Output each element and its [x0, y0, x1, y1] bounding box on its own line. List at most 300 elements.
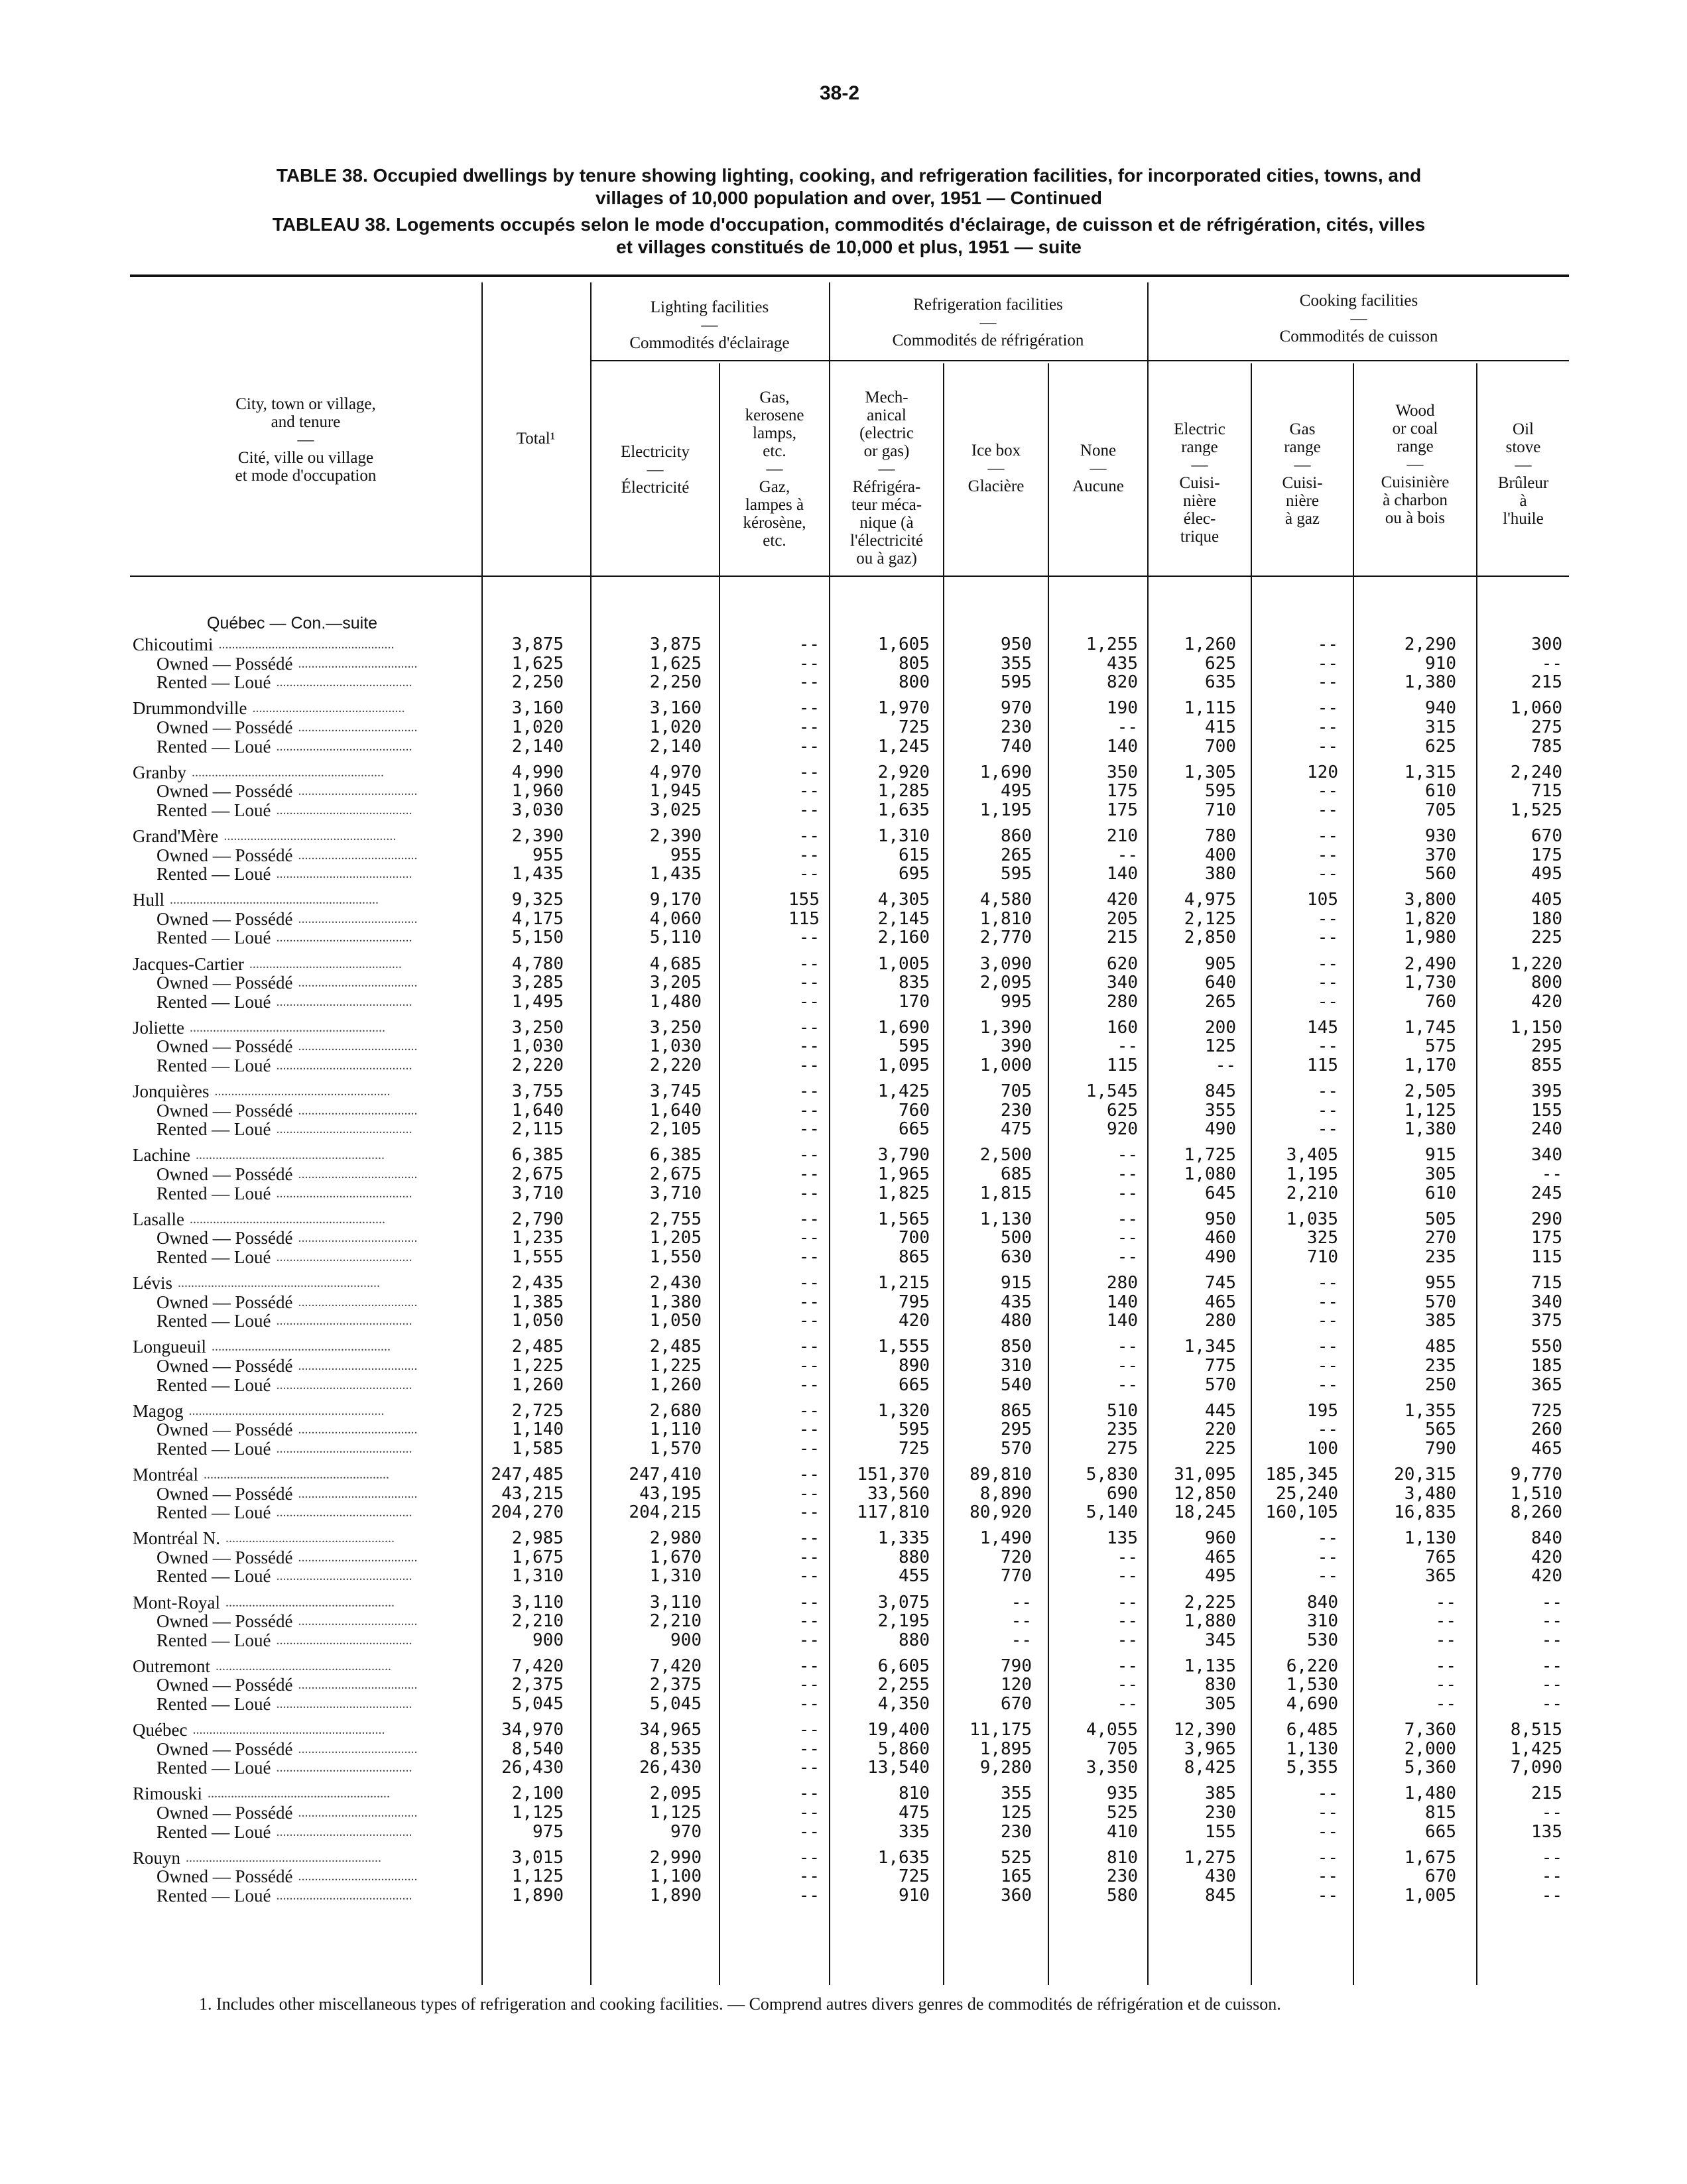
tenure-label: Owned — Possédé [156, 1164, 293, 1184]
leader-dots: ........................................................... [189, 1020, 385, 1035]
table-cell: 1,380 [649, 1292, 702, 1312]
table-cell: 1,945 [649, 781, 702, 802]
leader-dots: ......................................... [276, 1697, 412, 1711]
table-cell: 1,895 [979, 1738, 1032, 1759]
table-cell: 105 [1307, 890, 1338, 910]
table-cell: 1,355 [1404, 1400, 1456, 1421]
table-cell: -- [798, 1694, 820, 1714]
table-cell: 4,780 [511, 953, 564, 974]
tenure-label: Rented — Loué [156, 1630, 271, 1650]
table-cell: 1,275 [1184, 1847, 1236, 1868]
table-cell: 2,105 [649, 1119, 702, 1140]
table-cell: -- [798, 1675, 820, 1695]
table-cell: 3,965 [1184, 1738, 1236, 1759]
tenure-label: Owned — Possédé [156, 1611, 293, 1632]
table-cell: 2,140 [511, 736, 564, 757]
table-cell: 5,355 [1286, 1758, 1338, 1778]
table-cell: 930 [1425, 825, 1456, 846]
table-row [0, 1758, 1687, 1777]
table-cell: 210 [1107, 825, 1138, 846]
city-label: Québec [133, 1720, 188, 1740]
table-cell: -- [798, 1784, 820, 1804]
table-cell: 3,710 [511, 1183, 564, 1203]
table-cell: 525 [1001, 1847, 1032, 1868]
table-cell: 230 [1107, 1866, 1138, 1887]
table-cell: -- [1117, 1228, 1138, 1248]
table-cell: 18,245 [1174, 1502, 1236, 1523]
tenure-label: Rented — Loué [156, 736, 271, 757]
table-cell: 230 [1001, 1821, 1032, 1842]
table-cell: 1,820 [1404, 908, 1456, 929]
table-cell: -- [1317, 953, 1338, 974]
table-cell: 5,045 [649, 1694, 702, 1714]
table-cell: 1,130 [1404, 1528, 1456, 1549]
table-cell: 325 [1307, 1228, 1338, 1248]
tenure-label: Owned — Possédé [156, 1803, 293, 1823]
leader-dots: .............................................. [249, 956, 402, 971]
tenure-label: Rented — Loué [156, 1311, 271, 1331]
table-cell: 2,095 [649, 1784, 702, 1804]
table-cell: 500 [1001, 1228, 1032, 1248]
table-cell: 1,115 [1184, 698, 1236, 719]
table-row [0, 1210, 1687, 1229]
table-cell: 1,745 [1404, 1017, 1456, 1038]
table-cell: -- [1317, 672, 1338, 693]
table-cell: 2,210 [649, 1611, 702, 1632]
table-cell: 1,285 [877, 781, 930, 802]
table-cell: 5,830 [1086, 1464, 1138, 1485]
header-line: Réfrigéra- [852, 478, 921, 496]
table-cell: -- [798, 1228, 820, 1248]
header-line: lamps, [753, 424, 796, 442]
table-cell: 1,585 [511, 1438, 564, 1459]
table-cell: -- [798, 1100, 820, 1121]
table-cell: 1,390 [979, 1017, 1032, 1038]
table-cell: 510 [1107, 1400, 1138, 1421]
table-cell: 2,430 [649, 1273, 702, 1293]
table-cell: 420 [899, 1311, 930, 1331]
table-cell: 630 [1001, 1246, 1032, 1267]
table-cell: -- [1317, 1821, 1338, 1842]
table-row [0, 955, 1687, 973]
table-cell: 4,350 [877, 1694, 930, 1714]
leader-dots: .................................... [298, 1549, 418, 1565]
table-cell: 2,985 [511, 1528, 564, 1549]
refrigeration-group-header [830, 296, 1146, 349]
page-number: 38-2 [820, 82, 860, 104]
leader-dots: .................................... [298, 1486, 418, 1501]
table-cell: -- [1117, 1566, 1138, 1587]
header-line: None [1080, 442, 1117, 459]
table-cell: -- [1317, 1784, 1338, 1804]
table-cell: 720 [1001, 1547, 1032, 1567]
table-cell: -- [798, 1502, 820, 1523]
table-cell: 5,860 [877, 1738, 930, 1759]
table-cell: 2,220 [511, 1056, 564, 1075]
table-cell: 295 [1001, 1420, 1032, 1440]
tenure-label: Owned — Possédé [156, 1547, 293, 1567]
table-cell: 880 [899, 1630, 930, 1650]
table-cell: 265 [1001, 845, 1032, 865]
table-cell: 1,260 [1184, 635, 1236, 654]
table-cell: 204,215 [629, 1502, 702, 1523]
table-cell: 830 [1205, 1675, 1236, 1695]
table-cell: 6,385 [511, 1145, 564, 1166]
stub-header [137, 395, 475, 485]
table-row [0, 654, 1687, 673]
table-cell: 120 [1307, 762, 1338, 782]
table-cell: 835 [899, 973, 930, 993]
table-cell: -- [1215, 1056, 1236, 1075]
table-row [0, 1376, 1687, 1394]
table-cell: 2,990 [649, 1847, 702, 1868]
table-cell: 1,215 [877, 1273, 930, 1293]
header-line: Electric [1174, 420, 1225, 438]
table-cell: 2,980 [649, 1528, 702, 1549]
table-cell: 115 [1531, 1246, 1562, 1267]
table-cell: 950 [1001, 635, 1032, 654]
none-header [1049, 442, 1147, 495]
electricity-header [592, 443, 719, 497]
header-line: — [1515, 456, 1532, 474]
table-cell: 615 [899, 845, 930, 865]
leader-dots: ......................................... [276, 739, 412, 754]
table-cell: 1,130 [1286, 1738, 1338, 1759]
table-cell: 295 [1531, 1036, 1562, 1057]
tenure-label: Rented — Loué [156, 1758, 271, 1778]
table-cell: 715 [1531, 1273, 1562, 1293]
table-cell: 625 [1205, 653, 1236, 674]
leader-dots: ................................................... [225, 1595, 395, 1610]
table-cell: -- [798, 1738, 820, 1759]
table-cell: 34,970 [501, 1720, 564, 1740]
header-line: — [766, 460, 783, 478]
table-cell: 1,490 [979, 1528, 1032, 1549]
header-line: Glacière [968, 477, 1025, 495]
header-line: and tenure [271, 413, 341, 431]
table-cell: 26,430 [639, 1758, 702, 1778]
table-cell: 2,850 [1184, 928, 1236, 948]
table-cell: 595 [899, 1420, 930, 1440]
table-cell: 2,250 [649, 672, 702, 693]
table-cell: 1,195 [1286, 1164, 1338, 1184]
header-line: — [647, 461, 664, 479]
table-cell: -- [1117, 1656, 1138, 1676]
city-label: Granby [133, 762, 186, 782]
table-cell: -- [798, 1592, 820, 1612]
table-cell: 1,000 [979, 1056, 1032, 1075]
table-cell: -- [798, 1566, 820, 1587]
table-cell: -- [1317, 736, 1338, 757]
table-cell: 620 [1107, 953, 1138, 974]
electric-range-header [1149, 420, 1251, 546]
table-cell: -- [798, 864, 820, 884]
table-cell: -- [1317, 845, 1338, 865]
ice-box-header [944, 442, 1048, 495]
table-cell: 165 [1001, 1866, 1032, 1887]
table-cell: 345 [1205, 1630, 1236, 1650]
table-cell: 230 [1001, 717, 1032, 737]
table-cell: -- [1317, 1547, 1338, 1567]
table-cell: -- [1317, 825, 1338, 846]
table-cell: 340 [1107, 973, 1138, 993]
table-row [0, 801, 1687, 819]
table-cell: 6,385 [649, 1145, 702, 1166]
tenure-label: Rented — Loué [156, 800, 271, 820]
table-cell: 3,160 [649, 698, 702, 719]
leader-dots: .................................... [298, 975, 418, 991]
table-cell: 8,535 [649, 1738, 702, 1759]
table-row [0, 928, 1687, 947]
table-cell: 390 [1001, 1036, 1032, 1057]
table-cell: -- [798, 1847, 820, 1868]
table-cell: -- [1317, 1311, 1338, 1331]
header-line: Refrigeration facilities [913, 296, 1063, 314]
table-cell: 1,675 [511, 1547, 564, 1567]
city-label: Montréal N. [133, 1528, 220, 1549]
table-cell: 3,875 [649, 635, 702, 654]
table-cell: 550 [1531, 1337, 1562, 1357]
table-cell: -- [798, 991, 820, 1012]
table-cell: 4,580 [979, 890, 1032, 910]
table-cell: 1,425 [1510, 1738, 1562, 1759]
table-cell: -- [798, 1483, 820, 1504]
table-cell: 725 [1531, 1400, 1562, 1421]
table-cell: 225 [1531, 928, 1562, 948]
table-cell: 2,115 [511, 1119, 564, 1140]
leader-dots: ......................................... [276, 1760, 412, 1776]
table-cell: 9,170 [649, 890, 702, 910]
table-cell: 670 [1531, 825, 1562, 846]
table-cell: -- [798, 1017, 820, 1038]
leader-dots: ........................................................ [203, 1467, 389, 1482]
header-line: — [701, 316, 718, 334]
gas-lamps-header [720, 389, 829, 550]
table-cell: 230 [1001, 1100, 1032, 1121]
table-row [0, 1402, 1687, 1420]
table-cell: 315 [1425, 717, 1456, 737]
table-cell: 185,345 [1265, 1464, 1338, 1485]
table-cell: 570 [1425, 1292, 1456, 1312]
table-cell: 625 [1107, 1100, 1138, 1121]
table-cell: 1,550 [649, 1246, 702, 1267]
table-cell: 420 [1531, 1566, 1562, 1587]
table-cell: 385 [1425, 1311, 1456, 1331]
table-cell: -- [798, 1528, 820, 1549]
table-cell: 705 [1107, 1738, 1138, 1759]
table-cell: 4,970 [649, 762, 702, 782]
table-cell: 2,225 [1184, 1592, 1236, 1612]
header-line: Oil [1513, 420, 1534, 438]
table-row [0, 1439, 1687, 1458]
tenure-label: Rented — Loué [156, 1438, 271, 1459]
table-cell: -- [1317, 864, 1338, 884]
table-row [0, 910, 1687, 928]
header-line: Commodités de réfrigération [892, 332, 1084, 349]
header-line: — [987, 459, 1005, 477]
table-cell: 1,125 [511, 1803, 564, 1823]
header-line: Commodités d'éclairage [629, 334, 790, 352]
table-cell: -- [798, 953, 820, 974]
table-cell: -- [1317, 1528, 1338, 1549]
table-cell: 705 [1425, 800, 1456, 820]
table-cell: 2,920 [877, 762, 930, 782]
table-cell: 2,755 [649, 1209, 702, 1229]
table-cell: -- [1435, 1694, 1456, 1714]
leader-dots: ..................................................... [215, 1658, 391, 1673]
table-cell: 635 [1205, 672, 1236, 693]
table-cell: 2,505 [1404, 1081, 1456, 1102]
table-cell: 1,305 [1184, 762, 1236, 782]
table-cell: 690 [1107, 1483, 1138, 1504]
table-cell: 7,420 [511, 1656, 564, 1676]
table-cell: 1,125 [511, 1866, 564, 1887]
tenure-label: Rented — Loué [156, 1502, 271, 1523]
header-line: — [1191, 456, 1208, 474]
table-row [0, 1056, 1687, 1075]
table-cell: -- [798, 1720, 820, 1740]
table-cell: 8,890 [979, 1483, 1032, 1504]
table-cell: 185 [1531, 1355, 1562, 1376]
city-label: Joliette [133, 1017, 184, 1038]
header-line: anical [867, 406, 906, 424]
leader-dots: .............................................. [252, 701, 405, 716]
table-cell: 350 [1107, 762, 1138, 782]
table-row [0, 1018, 1687, 1037]
table-cell: 915 [1425, 1145, 1456, 1166]
table-row [0, 699, 1687, 717]
table-row [0, 1293, 1687, 1311]
table-cell: -- [1117, 1036, 1138, 1057]
table-cell: 540 [1001, 1374, 1032, 1395]
table-cell: -- [798, 1611, 820, 1632]
table-cell: -- [798, 1438, 820, 1459]
table-cell: 475 [1001, 1119, 1032, 1140]
table-cell: 3,790 [877, 1145, 930, 1166]
table-cell: 3,480 [1404, 1483, 1456, 1504]
table-cell: 495 [1205, 1566, 1236, 1587]
table-cell: 570 [1205, 1374, 1236, 1395]
table-cell: 89,810 [969, 1464, 1032, 1485]
table-cell: 595 [1001, 672, 1032, 693]
table-cell: 2,220 [649, 1056, 702, 1075]
table-cell: 970 [1001, 698, 1032, 719]
table-cell: -- [798, 672, 820, 693]
table-cell: -- [1117, 1374, 1138, 1395]
table-cell: 7,360 [1404, 1720, 1456, 1740]
table-cell: 420 [1531, 991, 1562, 1012]
table-cell: 7,420 [649, 1656, 702, 1676]
table-cell: -- [1317, 1866, 1338, 1887]
table-cell: -- [1541, 1847, 1562, 1868]
leader-dots: ............................................................... [170, 892, 379, 908]
table-cell: 1,890 [511, 1885, 564, 1906]
table-cell: 2,675 [649, 1164, 702, 1184]
subheader-rule [590, 360, 1569, 361]
table-cell: 5,140 [1086, 1502, 1138, 1523]
table-cell: -- [1317, 1100, 1338, 1121]
table-row [0, 1503, 1687, 1522]
table-cell: 775 [1205, 1355, 1236, 1376]
table-cell: -- [1317, 800, 1338, 820]
table-row [0, 718, 1687, 737]
header-line: Mech- [865, 389, 908, 406]
table-cell: 247,410 [629, 1464, 702, 1485]
header-line: kerosene [745, 406, 804, 424]
table-cell: 25,240 [1276, 1483, 1338, 1504]
tenure-label: Owned — Possédé [156, 1866, 293, 1887]
table-row [0, 1631, 1687, 1650]
table-cell: -- [1317, 698, 1338, 719]
table-cell: -- [798, 1355, 820, 1376]
cooking-group-header [1149, 292, 1569, 345]
leader-dots: ......................................... [276, 802, 412, 818]
table-cell: 5,150 [511, 928, 564, 948]
table-cell: 12,390 [1174, 1720, 1236, 1740]
table-cell: 850 [1001, 1337, 1032, 1357]
table-cell: -- [1317, 1420, 1338, 1440]
table-cell: 1,320 [877, 1400, 930, 1421]
header-line: nique (à [859, 514, 914, 532]
table-cell: -- [798, 1630, 820, 1650]
table-cell: 465 [1205, 1292, 1236, 1312]
table-cell: 840 [1307, 1592, 1338, 1612]
city-label: Lasalle [133, 1209, 184, 1229]
table-cell: 1,530 [1286, 1675, 1338, 1695]
header-line: trique [1180, 528, 1219, 546]
table-cell: 145 [1307, 1017, 1338, 1038]
table-cell: 860 [1001, 825, 1032, 846]
table-cell: 1,020 [511, 717, 564, 737]
leader-dots: .................................... [298, 1294, 418, 1309]
leader-dots: ......................................... [276, 675, 412, 690]
table-cell: 2,485 [649, 1337, 702, 1357]
table-cell: -- [1117, 1592, 1138, 1612]
table-row [0, 763, 1687, 782]
table-cell: 355 [1205, 1100, 1236, 1121]
header-line: — [878, 460, 895, 478]
leader-dots: ................................................... [225, 1531, 395, 1546]
table-row [0, 673, 1687, 692]
table-cell: -- [1317, 1292, 1338, 1312]
table-cell: 800 [899, 672, 930, 693]
footnote: 1. Includes other miscellaneous types of refrigeration and cooking facilities. — Comprend autres divers genres de commodités de réfrigération et de cuisson. [199, 1994, 1281, 2014]
table-cell: 43,215 [501, 1483, 564, 1504]
leader-dots: ......................................... [276, 1377, 412, 1392]
tenure-label: Owned — Possédé [156, 908, 293, 929]
table-cell: 960 [1205, 1528, 1236, 1549]
table-cell: 840 [1531, 1528, 1562, 1549]
table-cell: 1,225 [649, 1355, 702, 1376]
table-cell: -- [1541, 1866, 1562, 1887]
table-cell: -- [1317, 717, 1338, 737]
leader-dots: ..................................................... [218, 637, 395, 652]
table-cell: 3,110 [511, 1592, 564, 1612]
table-cell: 2,145 [877, 908, 930, 929]
table-cell: 2,125 [1184, 908, 1236, 929]
table-cell: 795 [899, 1292, 930, 1312]
table-cell: -- [1541, 1592, 1562, 1612]
table-cell: -- [798, 1420, 820, 1440]
table-cell: 665 [899, 1374, 930, 1395]
table-cell: 405 [1531, 890, 1562, 910]
table-cell: 280 [1107, 1273, 1138, 1293]
table-cell: -- [798, 1311, 820, 1331]
table-cell: 1,625 [511, 653, 564, 674]
table-cell: 115 [1107, 1056, 1138, 1075]
leader-dots: .......................................................... [191, 764, 384, 780]
table-cell: 1,565 [877, 1209, 930, 1229]
